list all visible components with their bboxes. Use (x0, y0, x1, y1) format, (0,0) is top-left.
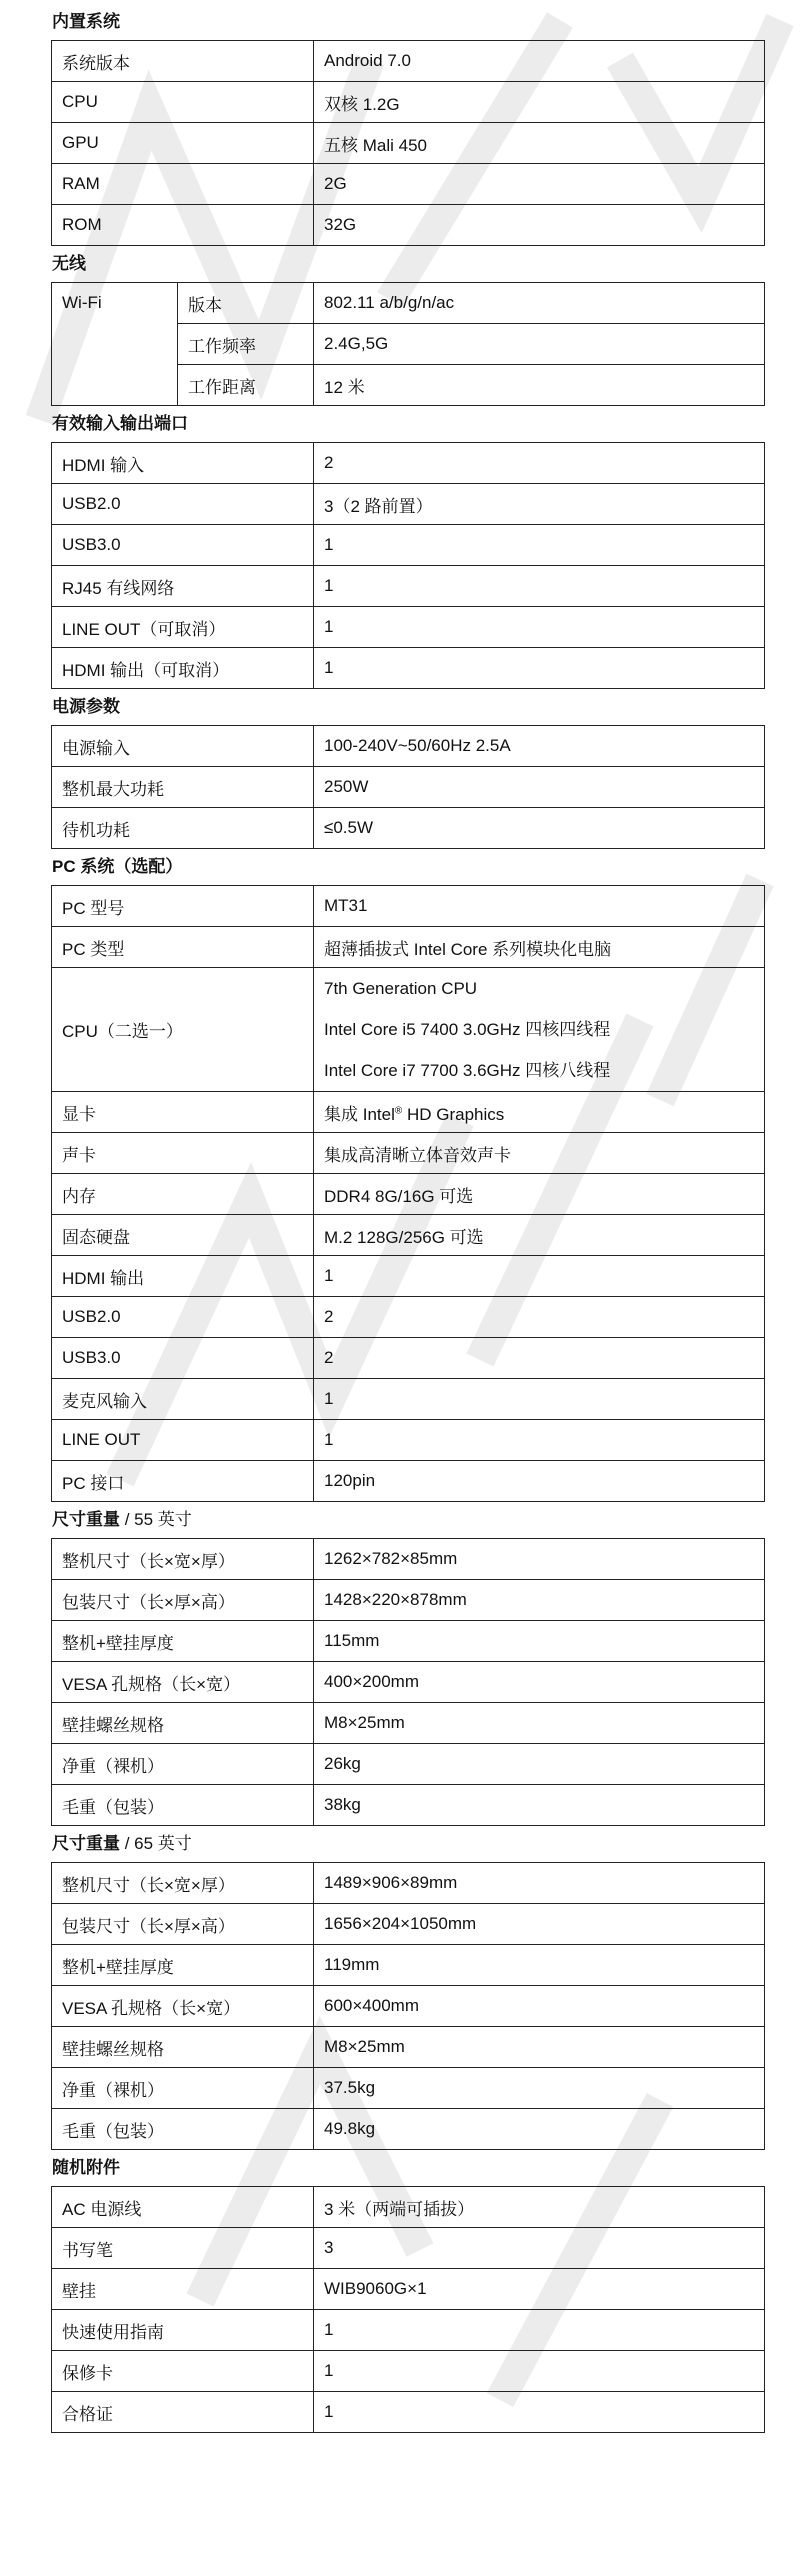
spec-table (51, 40, 765, 246)
value-cell: 1656×204×1050mm (314, 1904, 765, 1945)
table-row (52, 1986, 765, 2027)
section-title (52, 4, 808, 40)
table-row (52, 1092, 765, 1133)
table-row (52, 1703, 765, 1744)
value-cell: 1 (314, 1256, 765, 1297)
table-row (52, 767, 765, 808)
label-cell: 内存 (52, 1174, 314, 1215)
table-row (52, 1338, 765, 1379)
section-title-text: 尺寸重量 (52, 1510, 120, 1529)
table-row (52, 2187, 765, 2228)
value-cell: 49.8kg (314, 2109, 765, 2150)
value-cell: 119mm (314, 1945, 765, 1986)
label-cell: 壁挂 (52, 2269, 314, 2310)
value-line: Intel Core i7 7700 3.6GHz 四核八线程 (324, 1061, 611, 1080)
label-cell: PC 类型 (52, 927, 314, 968)
label-cell: USB2.0 (52, 1297, 314, 1338)
table-row (52, 1863, 765, 1904)
value-line: 7th Generation CPU (324, 979, 478, 998)
value-cell: 37.5kg (314, 2068, 765, 2109)
label-cell: 包装尺寸（长×厚×高） (52, 1904, 314, 1945)
section-title (52, 1826, 808, 1862)
value-cell: 1 (314, 607, 765, 648)
table-row (52, 2310, 765, 2351)
label-cell: LINE OUT（可取消） (52, 607, 314, 648)
label-cell: 合格证 (52, 2392, 314, 2433)
value-line: Intel Core i5 7400 3.0GHz 四核四线程 (324, 1020, 611, 1039)
label-cell: 工作距离 (178, 365, 314, 406)
value-cell: 12 米 (314, 365, 765, 406)
table-row (52, 2027, 765, 2068)
value-cell: M8×25mm (314, 2027, 765, 2068)
value-cell: 3 米（两端可插拔） (314, 2187, 765, 2228)
value-cell: 32G (314, 205, 765, 246)
table-row (52, 1215, 765, 1256)
table-row (52, 1420, 765, 1461)
label-cell: 版本 (178, 283, 314, 324)
label-cell: 净重（裸机） (52, 2068, 314, 2109)
label-cell: PC 接口 (52, 1461, 314, 1502)
table-row (52, 1256, 765, 1297)
label-cell: 快速使用指南 (52, 2310, 314, 2351)
section-title (52, 849, 808, 885)
value-cell (314, 1092, 765, 1133)
label-cell: 显卡 (52, 1092, 314, 1133)
value-cell: MT31 (314, 886, 765, 927)
table-row (52, 1785, 765, 1826)
spec-table (51, 1538, 765, 1826)
spec-table (51, 1862, 765, 2150)
value-cell: 1 (314, 525, 765, 566)
spec-table (51, 442, 765, 689)
group-label-cell: Wi-Fi (52, 283, 178, 406)
label-cell: 毛重（包装） (52, 1785, 314, 1826)
table-row (52, 808, 765, 849)
value-cell: 3 (314, 2228, 765, 2269)
table-row (52, 1379, 765, 1420)
section-title-text: 电源参数 (52, 697, 120, 716)
label-cell: USB3.0 (52, 525, 314, 566)
label-cell: 电源输入 (52, 726, 314, 767)
section-title-text: 内置系统 (52, 12, 120, 31)
label-cell: CPU（二选一） (52, 968, 314, 1092)
label-cell: 工作频率 (178, 324, 314, 365)
value-cell: 1 (314, 2310, 765, 2351)
table-row (52, 123, 765, 164)
section-title (52, 246, 808, 282)
spec-table (51, 2186, 765, 2433)
table-row (52, 283, 765, 324)
table-row (52, 164, 765, 205)
registered-mark: ® (394, 1104, 403, 1116)
value-cell: 115mm (314, 1621, 765, 1662)
table-row (52, 1297, 765, 1338)
value-cell: 100-240V~50/60Hz 2.5A (314, 726, 765, 767)
label-cell: 壁挂螺丝规格 (52, 2027, 314, 2068)
label-cell: PC 型号 (52, 886, 314, 927)
section-title-text: 无线 (52, 254, 86, 273)
table-row (52, 2392, 765, 2433)
value-cell: 2G (314, 164, 765, 205)
label-cell: 整机+壁挂厚度 (52, 1621, 314, 1662)
label-cell: 整机最大功耗 (52, 767, 314, 808)
value-cell: 五核 Mali 450 (314, 123, 765, 164)
section-title-text: PC 系统（选配） (52, 857, 183, 876)
label-cell: 毛重（包装） (52, 2109, 314, 2150)
value-cell: Android 7.0 (314, 41, 765, 82)
value-cell: 1 (314, 2392, 765, 2433)
label-cell: 声卡 (52, 1133, 314, 1174)
table-row (52, 1621, 765, 1662)
spec-table (51, 282, 765, 406)
label-cell: 整机尺寸（长×宽×厚） (52, 1539, 314, 1580)
value-cell: 1428×220×878mm (314, 1580, 765, 1621)
table-row (52, 82, 765, 123)
label-cell: HDMI 输出 (52, 1256, 314, 1297)
value-cell: M.2 128G/256G 可选 (314, 1215, 765, 1256)
table-row (52, 205, 765, 246)
label-cell: HDMI 输出（可取消） (52, 648, 314, 689)
value-cell: 1262×782×85mm (314, 1539, 765, 1580)
value-cell: 250W (314, 767, 765, 808)
label-cell: 整机+壁挂厚度 (52, 1945, 314, 1986)
value-cell: 2.4G,5G (314, 324, 765, 365)
section-title-suffix: / 65 英寸 (120, 1834, 192, 1853)
label-cell: GPU (52, 123, 314, 164)
value-cell: 双核 1.2G (314, 82, 765, 123)
value-cell: M8×25mm (314, 1703, 765, 1744)
table-row (52, 886, 765, 927)
table-row (52, 2228, 765, 2269)
label-cell: RJ45 有线网络 (52, 566, 314, 607)
label-cell: 保修卡 (52, 2351, 314, 2392)
table-row (52, 2351, 765, 2392)
label-cell: 麦克风输入 (52, 1379, 314, 1420)
label-cell: 壁挂螺丝规格 (52, 1703, 314, 1744)
label-cell: RAM (52, 164, 314, 205)
spec-table (51, 725, 765, 849)
table-row (52, 566, 765, 607)
table-row (52, 726, 765, 767)
table-row (52, 1904, 765, 1945)
value-cell: 2 (314, 443, 765, 484)
label-cell: 系统版本 (52, 41, 314, 82)
label-cell: 整机尺寸（长×宽×厚） (52, 1863, 314, 1904)
table-row (52, 443, 765, 484)
section-title-text: 尺寸重量 (52, 1834, 120, 1853)
value-cell: WIB9060G×1 (314, 2269, 765, 2310)
section-title-suffix: / 55 英寸 (120, 1510, 192, 1529)
section-title (52, 406, 808, 442)
value-cell: 集成高清晰立体音效声卡 (314, 1133, 765, 1174)
label-cell: 待机功耗 (52, 808, 314, 849)
table-row (52, 1539, 765, 1580)
value-cell: 1 (314, 566, 765, 607)
label-cell: 包装尺寸（长×厚×高） (52, 1580, 314, 1621)
label-cell: USB2.0 (52, 484, 314, 525)
value-cell: 1 (314, 2351, 765, 2392)
value-cell: 1489×906×89mm (314, 1863, 765, 1904)
table-row (52, 1945, 765, 1986)
table-row (52, 1744, 765, 1785)
section-title-text: 随机附件 (52, 2158, 120, 2177)
value-cell: 2 (314, 1297, 765, 1338)
label-cell: 净重（裸机） (52, 1744, 314, 1785)
table-row (52, 2269, 765, 2310)
value-cell: DDR4 8G/16G 可选 (314, 1174, 765, 1215)
table-row (52, 1133, 765, 1174)
label-cell: ROM (52, 205, 314, 246)
table-row (52, 1662, 765, 1703)
label-cell: VESA 孔规格（长×宽） (52, 1662, 314, 1703)
table-row (52, 525, 765, 566)
value-cell: 400×200mm (314, 1662, 765, 1703)
value-cell (314, 968, 765, 1092)
table-row (52, 2109, 765, 2150)
value-cell: 2 (314, 1338, 765, 1379)
spec-table (51, 885, 765, 1502)
value-cell: 802.11 a/b/g/n/ac (314, 283, 765, 324)
table-row (52, 484, 765, 525)
label-cell: HDMI 输入 (52, 443, 314, 484)
value-cell: 1 (314, 648, 765, 689)
value-cell: 1 (314, 1420, 765, 1461)
section-title-text: 有效输入输出端口 (52, 414, 188, 433)
label-cell: LINE OUT (52, 1420, 314, 1461)
section-title (52, 689, 808, 725)
table-row (52, 41, 765, 82)
section-title (52, 2150, 808, 2186)
value-cell: 120pin (314, 1461, 765, 1502)
label-cell: VESA 孔规格（长×宽） (52, 1986, 314, 2027)
table-row (52, 1580, 765, 1621)
table-row (52, 968, 765, 1092)
label-cell: 书写笔 (52, 2228, 314, 2269)
label-cell: 固态硬盘 (52, 1215, 314, 1256)
value-cell: 3（2 路前置） (314, 484, 765, 525)
table-row (52, 2068, 765, 2109)
section-title (52, 1502, 808, 1538)
label-cell: CPU (52, 82, 314, 123)
value-cell: ≤0.5W (314, 808, 765, 849)
value-cell: 38kg (314, 1785, 765, 1826)
table-row (52, 1461, 765, 1502)
label-cell: USB3.0 (52, 1338, 314, 1379)
value-cell: 26kg (314, 1744, 765, 1785)
value-cell: 1 (314, 1379, 765, 1420)
value-text: HD Graphics (402, 1104, 505, 1124)
table-row (52, 607, 765, 648)
table-row (52, 1174, 765, 1215)
value-text: 集成 Intel (324, 1104, 395, 1124)
table-row (52, 927, 765, 968)
label-cell: AC 电源线 (52, 2187, 314, 2228)
table-row (52, 648, 765, 689)
value-cell: 600×400mm (314, 1986, 765, 2027)
value-cell: 超薄插拔式 Intel Core 系列模块化电脑 (314, 927, 765, 968)
